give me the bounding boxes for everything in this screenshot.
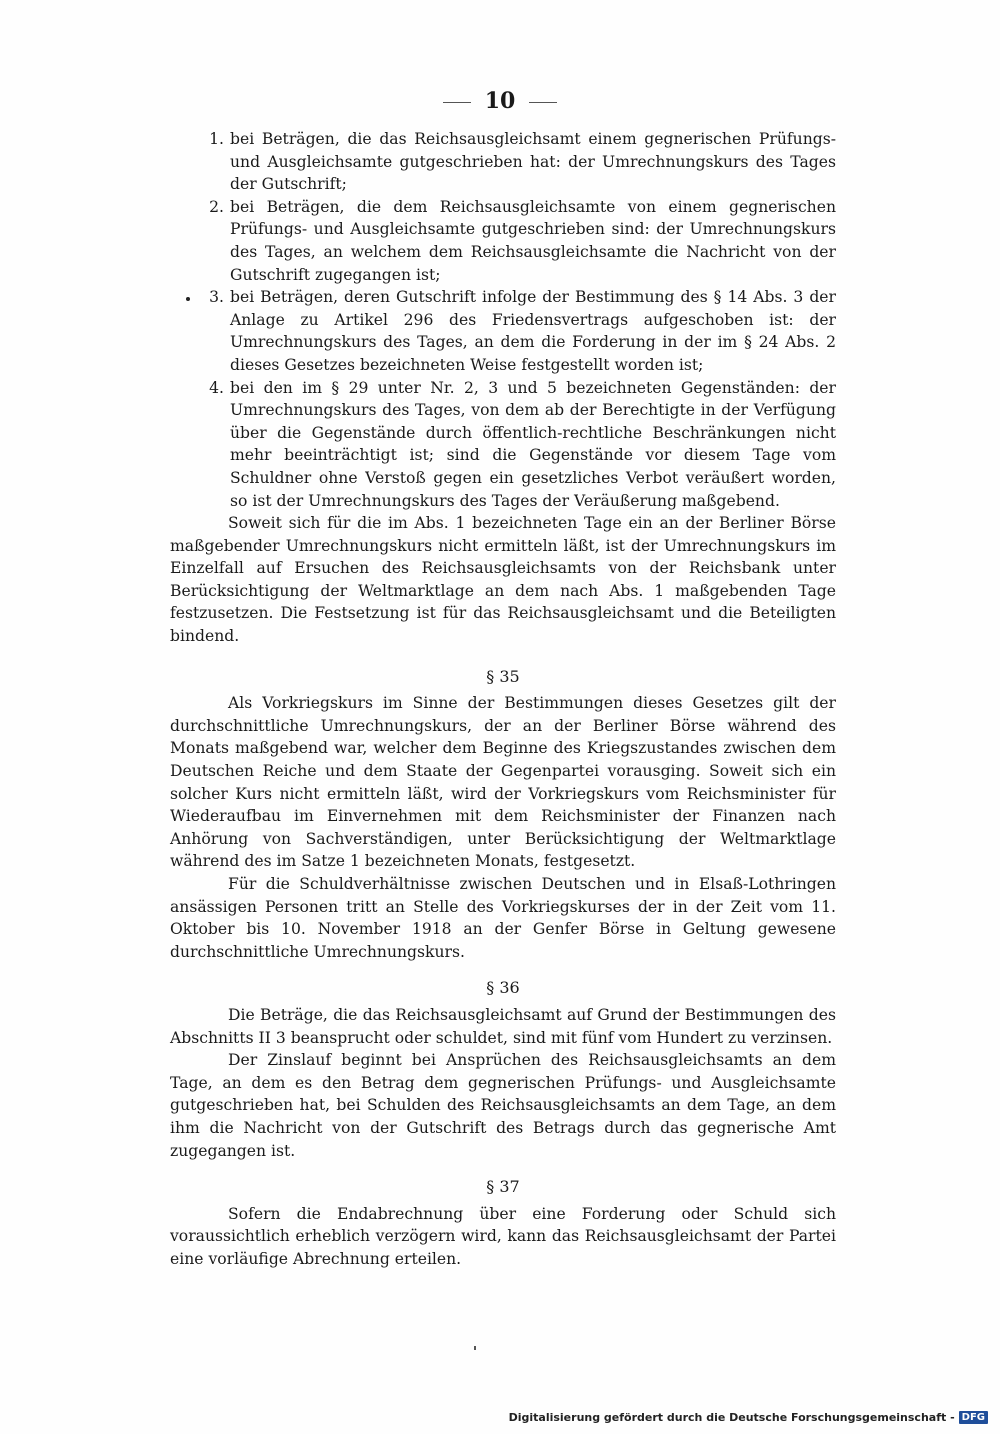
list-item: [170, 377, 836, 513]
scan-speck: [474, 1346, 476, 1350]
list-item: [170, 128, 836, 196]
paragraph: Für die Schuldverhältnisse zwischen Deutschen und in Elsaß-Lothringen ansässigen Personen tritt an Stelle des Vorkriegskurses der in der Zeit vom 11. Oktober bis 10. November 1918 an der Genfer Börse in Geltung gewesene durchschnittliche Umrechnungskurs.: [170, 875, 836, 961]
funding-footer: [509, 1411, 988, 1424]
list-item-text: bei Beträgen, die das Reichsausgleichsamt einem gegnerischen Prüfungs- und Ausgleichsamte gutgeschrieben hat: der Umrechnungskurs des Tages der Gutschrift;: [230, 130, 836, 194]
list-item: [170, 286, 836, 376]
paragraph: Als Vorkriegskurs im Sinne der Bestimmungen dieses Gesetzes gilt der durchschnittliche Umrechnungskurs, der an der Berliner Börse während des Monats maßgebend war, welcher dem Beginne des Kriegszustandes zwischen dem Deutschen Reiche und dem Staate der Gegenpartei vorausging. Soweit sich ein solcher Kurs nicht ermitteln läßt, wird der Vorkriegskurs vom Reichsminister für Wiederaufbau im Einvernehmen mit dem Reichsminister der Finanzen nach Anhörung von Sachverständigen, unter Berücksichtigung der Weltmarktlage während des im Satze 1 bezeichneten Monats, festgesetzt.: [170, 694, 836, 871]
list-item: [170, 196, 836, 286]
section-heading-35: § 35: [486, 666, 520, 686]
list-item-number: 4.: [209, 378, 224, 397]
list-item-text: bei den im § 29 unter Nr. 2, 3 und 5 bezeichneten Gegenständen: der Umrechnungskurs des Tages, von dem ab der Berechtigte in der Verfügung über die Gegenstände durch öffentlich-rechtliche Beschränkungen nicht mehr beeinträchtigt ist; sind die Gegenstände vor diesem Tage vom Schuldner ohne Verstoß gegen ein gesetzliches Verbot veräußert worden, so ist der Umrechnungskurs des Tages der Veräußerung maßgebend.: [230, 378, 836, 510]
paragraph: Sofern die Endabrechnung über eine Forderung oder Schuld sich voraussichtlich erheblich verzögern wird, kann das Reichsausgleichsamt der Partei eine vorläufige Abrechnung erteilen.: [170, 1204, 836, 1268]
dfg-logo-icon: DFG: [959, 1411, 988, 1424]
section-heading-37: § 37: [486, 1177, 520, 1197]
header-dash-left: [443, 102, 471, 103]
list-item-number: 2.: [209, 197, 224, 216]
list-item-text: bei Beträgen, die dem Reichsausgleichsamte von einem gegnerischen Prüfungs- und Ausgleichsamte gutgeschrieben sind: der Umrechnungskurs des Tages, an welchem dem Reichsausgleichsamte die Nachricht von der Gutschrift zugegangen ist;: [230, 197, 836, 284]
paragraph: Die Beträge, die das Reichsausgleichsamt auf Grund der Bestimmungen des Abschnitts II 3 beansprucht oder schuldet, sind mit fünf vom Hundert zu verzinsen.: [170, 1005, 836, 1047]
page-number: 10: [484, 88, 516, 114]
list-item-number: 1.: [209, 130, 224, 148]
paragraph: Soweit sich für die im Abs. 1 bezeichneten Tage ein an der Berliner Börse maßgebender Umrechnungskurs nicht ermitteln läßt, ist der Umrechnungskurs im Einzelfall auf Ersuchen des Reichsausgleichsamts von der Reichsbank unter Berücksichtigung der Weltmarktlage an dem nach Abs. 1 maßgebenden Tage festzusetzen. Die Festsetzung ist für das Reichsausgleichsamt und die Beteiligten bindend.: [170, 514, 836, 646]
page-body: [170, 128, 836, 1271]
section-heading-36: § 36: [486, 978, 520, 998]
list-item-text: bei Beträgen, deren Gutschrift infolge der Bestimmung des § 14 Abs. 3 der Anlage zu Artikel 296 des Friedensvertrags aufgeschoben ist: der Umrechnungskurs des Tages, an dem die Forderung in der im § 24 Abs. 2 dieses Gesetzes bezeichneten Weise festgestellt worden ist;: [230, 288, 836, 374]
paragraph: Der Zinslauf beginnt bei Ansprüchen des Reichsausgleichsamts an dem Tage, an dem es den Betrag dem gegnerischen Prüfungs- und Ausgleichsamte gutgeschrieben hat, bei Schulden des Reichsausgleichsamts an dem Tage, an dem ihm die Nachricht von der Gutschrift des Betrags durch das gegnerische Amt zugegangen ist.: [170, 1051, 836, 1160]
header-dash-right: [529, 102, 557, 103]
list-item-number: 3.: [209, 288, 224, 307]
footer-text: Digitalisierung gefördert durch die Deutsche Forschungsgemeinschaft -: [508, 1411, 955, 1424]
page-header: [0, 88, 1000, 114]
